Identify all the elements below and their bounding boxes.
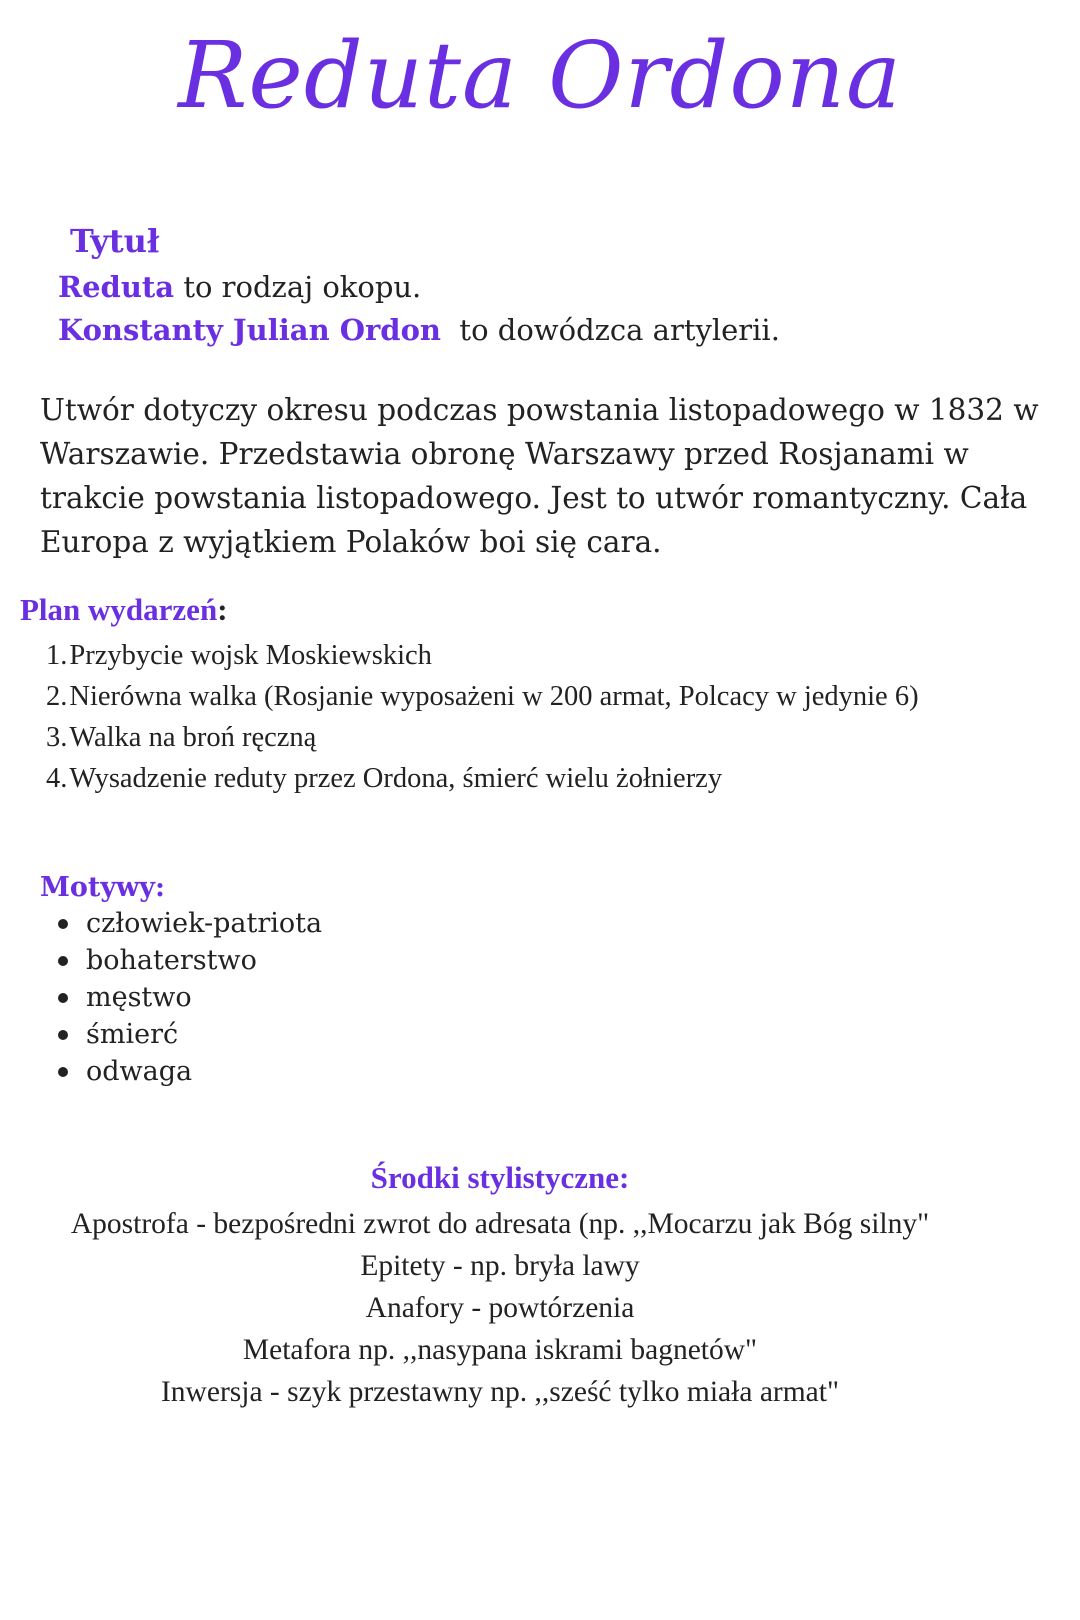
bullet-icon: [58, 956, 68, 966]
list-item: [58, 905, 322, 942]
bullet-icon: [58, 1067, 68, 1077]
plan-heading-text: Plan wydarzeń: [20, 592, 218, 627]
list-item: [46, 676, 919, 717]
list-item-number: 4.: [46, 763, 68, 794]
list-item: [46, 635, 919, 676]
bullet-icon: [58, 1030, 68, 1040]
srodki-line: Metafora np. ,,nasypana iskrami bagnetów": [242, 1334, 758, 1366]
list-item-text: śmierć: [86, 1019, 179, 1050]
list-item-text: Przybycie wojsk Moskiewskich: [69, 640, 432, 671]
srodki-list: [0, 1203, 1000, 1413]
definition-term: Konstanty Julian Ordon: [58, 313, 441, 347]
definition-text: to rodzaj okopu.: [174, 270, 422, 304]
srodki-line: Anafory - powtórzenia: [365, 1292, 635, 1324]
srodki-line: Epitety - np. bryła lawy: [360, 1250, 640, 1282]
definition-ordon: [58, 313, 780, 347]
list-item: [46, 717, 919, 758]
definition-reduta: [58, 270, 421, 304]
list-item-text: odwaga: [86, 1056, 193, 1087]
definition-text: to dowódzca artylerii.: [441, 313, 780, 347]
plan-heading: [20, 592, 228, 628]
srodki-line: Inwersja - szyk przestawny np. ,,sześć tylko miała armat": [160, 1376, 840, 1408]
list-item: [58, 942, 322, 979]
plan-list: [46, 635, 919, 799]
bullet-icon: [58, 919, 68, 929]
list-item-text: Nierówna walka (Rosjanie wyposażeni w 200 armat, Polcacy w jedynie 6): [69, 681, 919, 712]
list-item-text: Walka na broń ręczną: [69, 722, 317, 753]
list-item-number: 1.: [46, 640, 68, 671]
list-item-text: człowiek-patriota: [86, 908, 323, 939]
srodki-heading: Środki stylistyczne:: [370, 1160, 630, 1195]
tytul-heading: Tytuł: [70, 222, 160, 260]
summary-paragraph: Utwór dotyczy okresu podczas powstania listopadowego w 1832 w Warszawie. Przedstawia obronę Warszawy przed Rosjanami w trakcie powstania listopadowego. Jest to utwór romantyczny. Cała Europa z wyjątkiem Polaków boi się cara.: [40, 393, 1039, 559]
motywy-list: [58, 905, 322, 1090]
list-item-number: 3.: [46, 722, 68, 753]
list-item-text: męstwo: [86, 982, 192, 1013]
list-item: [58, 1016, 322, 1053]
definition-term: Reduta: [58, 270, 175, 304]
bullet-icon: [58, 993, 68, 1003]
list-item: [58, 979, 322, 1016]
list-item-text: bohaterstwo: [86, 945, 257, 976]
srodki-line: Apostrofa - bezpośredni zwrot do adresata (np. ,,Mocarzu jak Bóg silny": [70, 1208, 930, 1240]
list-item: [58, 1053, 322, 1090]
list-item-text: Wysadzenie reduty przez Ordona, śmierć wielu żołnierzy: [69, 763, 723, 794]
plan-heading-colon: :: [217, 592, 228, 627]
motywy-heading: Motywy:: [40, 872, 165, 903]
list-item: [46, 758, 919, 799]
list-item-number: 2.: [46, 681, 68, 712]
page-title: Reduta Ordona: [178, 22, 902, 129]
